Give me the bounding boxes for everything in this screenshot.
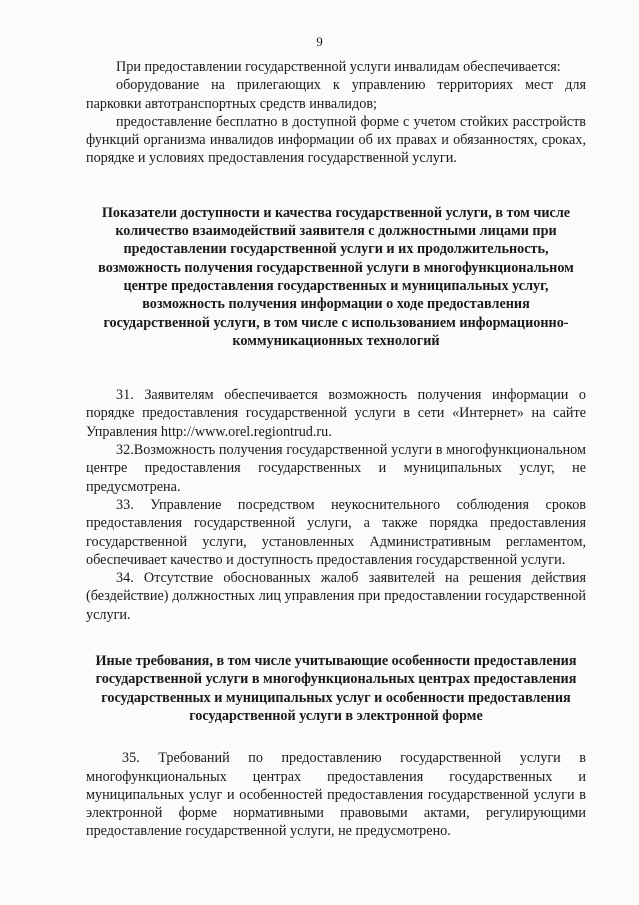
accessibility-item-information: предоставление бесплатно в доступной форме с учетом стойких расстройств функций организма инвалидов информации об их правах и обязанностях, сроках, порядке и условиях предоставления государственной услуги. [86,113,586,167]
accessibility-intro: При предоставлении государственной услуги инвалидам обеспечивается: [116,59,561,75]
section-title-indicators: Показатели доступности и качества государственной услуги, в том числе количество взаимодействий заявителя с должностными лицами при предоставлении государственной услуги и их продолжительность, возможность получения государственной услуги в многофункциональном центре предоставления государственных и муниципальных услуг, возможность получения информации о ходе предоставления государственной услуги, в том числе с использованием информационно-коммуникационных технологий [98,204,574,349]
accessibility-item-parking: оборудование на прилегающих к управлению территориях мест для парковки автотранспортных средств инвалидов; [86,77,586,112]
spacer [86,725,586,749]
spacer [86,624,586,652]
page-number: 9 [316,34,323,49]
page-content [86,58,586,841]
paragraph-35: 35. Требований по предоставлению государственной услуги в многофункциональных центрах предоставления государственных и муниципальных услуг и особенностей предоставления государственной услуги в электронной форме нормативными правовыми актами, регулирующими предоставление государственной услуги, не предусмотрено. [86,750,586,840]
paragraph-34: 34. Отсутствие обоснованных жалоб заявителей на решения действия (бездействие) должностных лиц управления при предоставлении государственной услуги. [86,570,586,623]
spacer [86,168,586,204]
paragraph-33: 33. Управление посредством неукоснительного соблюдения сроков предоставления государственной услуги, а также порядка предоставления государственной услуги, установленных Административным регламентом, обеспечивает качество и доступность предоставления государственной услуги. [86,496,586,568]
section-title-other-requirements: Иные требования, в том числе учитывающие особенности предоставления государственной услуги в многофункциональных центрах предоставления государственных и муниципальных услуг и особенности предоставления государственной услуги в электронной форме [95,653,577,724]
paragraph-32: 32.Возможность получения государственной услуги в многофункциональном центре предоставления государственных и муниципальных услуг, не предусмотрена. [86,442,586,495]
spacer [86,350,586,386]
paragraph-31: 31. Заявителям обеспечивается возможность получения информации о порядке предоставления государственной услуги в сети «Интернет» на сайте Управления http://www.orel.regiontrud.ru. [86,387,586,440]
